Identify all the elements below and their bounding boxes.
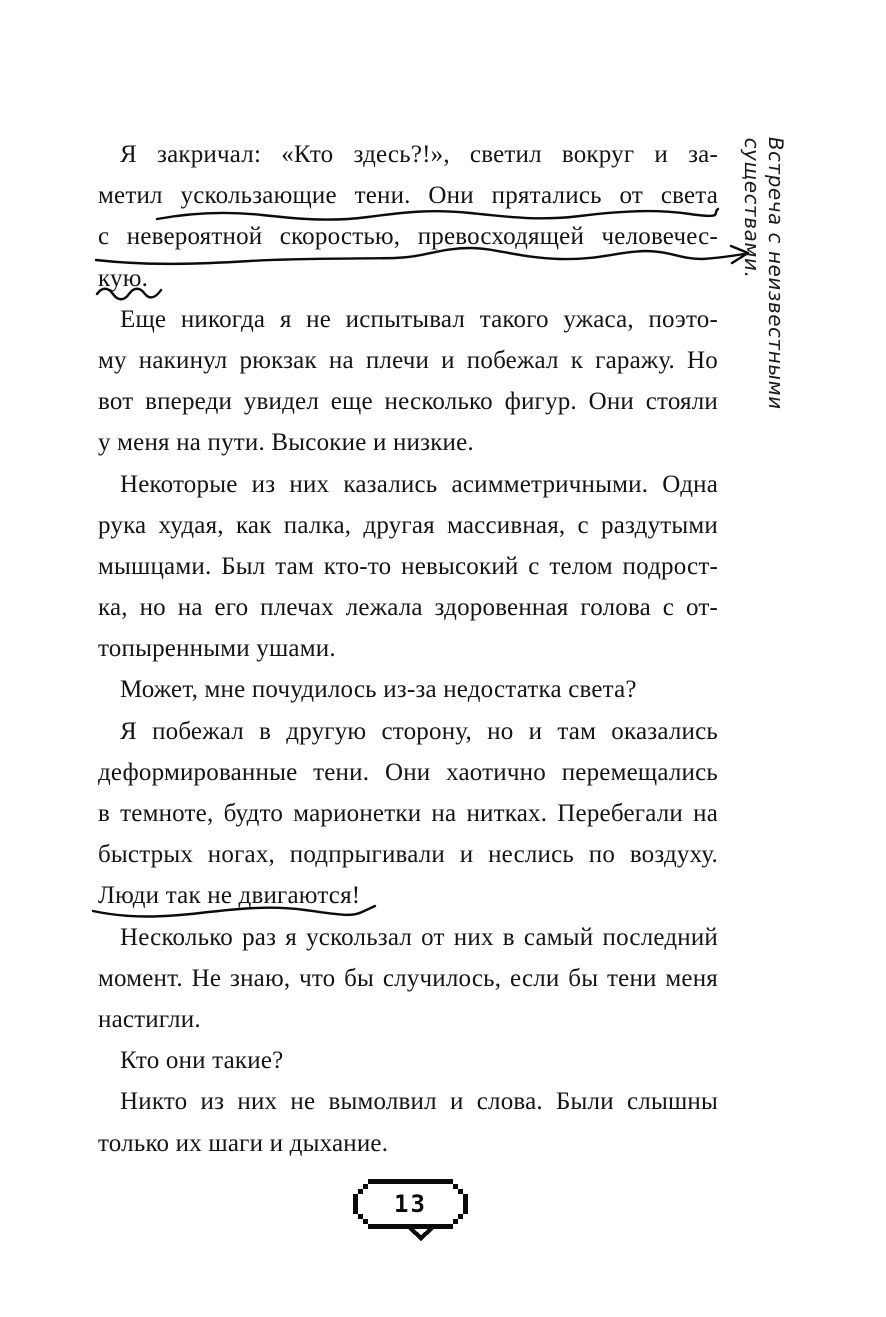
text-line: с невероятной скоростью, превосходящей человечес- [98,223,718,251]
body-text [98,134,718,1164]
text-line: Еще никогда я не испытывал такого ужаса, поэто- [120,305,718,333]
text-line: момент. Не знаю, что бы случилось, если бы тени меня [98,964,718,992]
text-line: в темноте, будто марионетки на нитках. Перебегали на [98,800,718,827]
text-line: ка, но на его плечах лежала здоровенная голова с от- [98,594,718,622]
margin-note: Встреча с неизвестными существами. [740,136,788,411]
text-line: му накинул рюкзак на плечи и побежал к гаражу. Но [98,346,718,374]
text-line: быстрых ногах, подпрыгивали и неслись по воздуху. [98,841,718,869]
text-line: только их шаги и дыхание. [98,1129,389,1157]
text-line: Я побежал в другую сторону, но и там оказались [120,717,718,745]
text-line: Может, мне почудилось из-за недостатка света? [120,676,637,704]
text-line: Никто из них не вымолвил и слова. Были слышны [120,1088,718,1116]
page-number: 13 [394,1190,427,1218]
text-line: Некоторые из них казались асимметричными. Одна [120,470,718,498]
text-line: Кто они такие? [120,1047,284,1075]
text-line: деформированные тени. Они хаотично перемещались [98,758,718,786]
text-line: Несколько раз я ускользал от них в самый последний [120,923,718,951]
text-line: Люди так не двигаются! [98,882,361,910]
text-line: вот впереди увидел еще несколько фигур. Они стояли [98,388,718,416]
text-line: метил ускользающие тени. Они прятались от света [98,182,718,210]
text-line: Я закричал: «Кто здесь?!», светил вокруг и за- [120,141,718,168]
text-line: настигли. [98,1005,201,1033]
page-number-bubble [350,1177,480,1247]
text-line: кую. [98,264,149,292]
text-line: рука худая, как палка, другая массивная, с раздутыми [98,511,718,539]
text-line: у меня на пути. Высокие и низкие. [98,429,474,457]
text-line: топыренными ушами. [98,635,336,663]
text-line: мышцами. Был там кто-то невысокий с телом подрост- [98,552,718,580]
